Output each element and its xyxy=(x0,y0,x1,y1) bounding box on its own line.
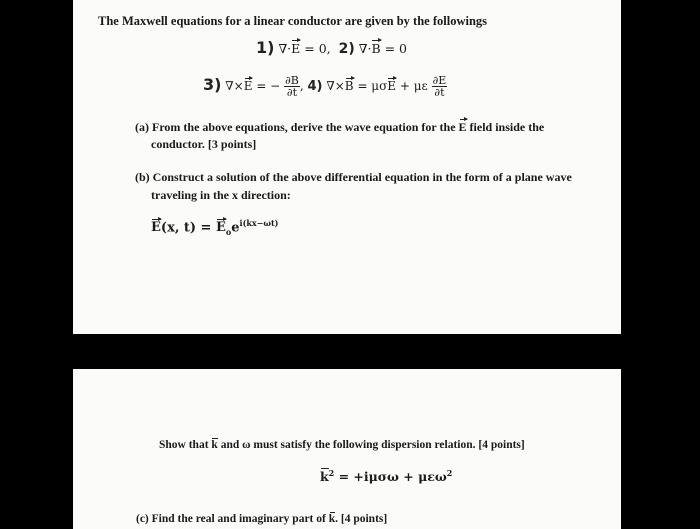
eq4-frac-num: ∂E xyxy=(432,74,447,87)
dispersion-prompt xyxy=(159,439,525,451)
eq4-operator: ∇× xyxy=(326,79,345,93)
equation-number-2: 2) xyxy=(338,41,355,57)
eq1-rhs: = 0, xyxy=(304,41,331,56)
eq3-frac-num: ∂B xyxy=(285,74,299,87)
eq4-fraction xyxy=(432,75,448,98)
document-page-1 xyxy=(73,0,621,334)
dispersion-rhs-exp: 2 xyxy=(446,468,453,478)
equation-number-1: 1) xyxy=(256,38,275,57)
eq1-operator: ∇· xyxy=(278,41,292,56)
plane-wave-solution xyxy=(151,218,278,237)
part-c-k: k xyxy=(328,513,336,525)
part-a-vector-e: E xyxy=(458,120,467,134)
show-suffix: and ω must satisfy the following dispersion relation. [4 points] xyxy=(220,439,525,451)
equation-number-3: 3) xyxy=(203,75,222,94)
eq2-operator: ∇· xyxy=(358,41,372,56)
eq2-vector-b: B xyxy=(371,41,381,56)
eq1-vector-e: E xyxy=(291,41,301,56)
dispersion-relation xyxy=(320,468,452,484)
solution-subscript: o xyxy=(225,226,232,237)
eq4-plus: + με xyxy=(399,79,428,93)
part-b-line-2: traveling in the x direction: xyxy=(151,188,291,202)
dispersion-k: k xyxy=(320,469,329,485)
show-k: k xyxy=(211,439,218,451)
equation-row-1 xyxy=(256,38,407,57)
dispersion-k-exp: 2 xyxy=(328,468,335,478)
eq4-frac-den: ∂t xyxy=(434,86,445,99)
equation-number-4: 4) xyxy=(307,79,323,94)
part-c-suffix: . [4 points] xyxy=(335,513,388,525)
eq4-vector-b: B xyxy=(344,79,354,93)
solution-vector-e: E xyxy=(151,220,161,236)
eq4-vector-e: E xyxy=(387,79,397,93)
intro-text: The Maxwell equations for a linear conductor are given by the followings xyxy=(98,14,488,28)
eq3-frac-den: ∂t xyxy=(286,86,298,99)
part-a-text-end: field inside the xyxy=(469,120,545,134)
show-prefix: Show that xyxy=(159,439,209,451)
part-a-line-1 xyxy=(135,120,544,135)
solution-args: (x, t) = xyxy=(160,220,212,236)
part-a-line-2: conductor. [3 points] xyxy=(151,137,257,151)
dispersion-rhs: = +iμσω + μεω xyxy=(338,469,447,485)
eq4-mid: = μσ xyxy=(357,79,388,93)
part-c xyxy=(136,513,387,525)
solution-exponent: i(kx−ωt) xyxy=(239,218,279,228)
eq3-fraction xyxy=(284,75,300,98)
eq3-comma: , xyxy=(299,79,304,93)
document-page-2 xyxy=(73,369,621,529)
eq3-operator: ∇× xyxy=(225,79,244,93)
eq3-vector-e: E xyxy=(243,79,253,93)
equation-row-2 xyxy=(203,75,447,98)
part-c-prefix: (c) Find the real and imaginary part of xyxy=(136,513,326,525)
eq3-equals: = − xyxy=(256,79,281,93)
part-b-line-1: (b) Construct a solution of the above differential equation in the form of a plane wave xyxy=(135,170,572,184)
solution-exp-base: e xyxy=(231,220,240,236)
solution-amplitude: E xyxy=(215,220,226,236)
eq2-rhs: = 0 xyxy=(384,41,408,56)
part-a-text: (a) From the above equations, derive the wave equation for the xyxy=(135,120,456,134)
